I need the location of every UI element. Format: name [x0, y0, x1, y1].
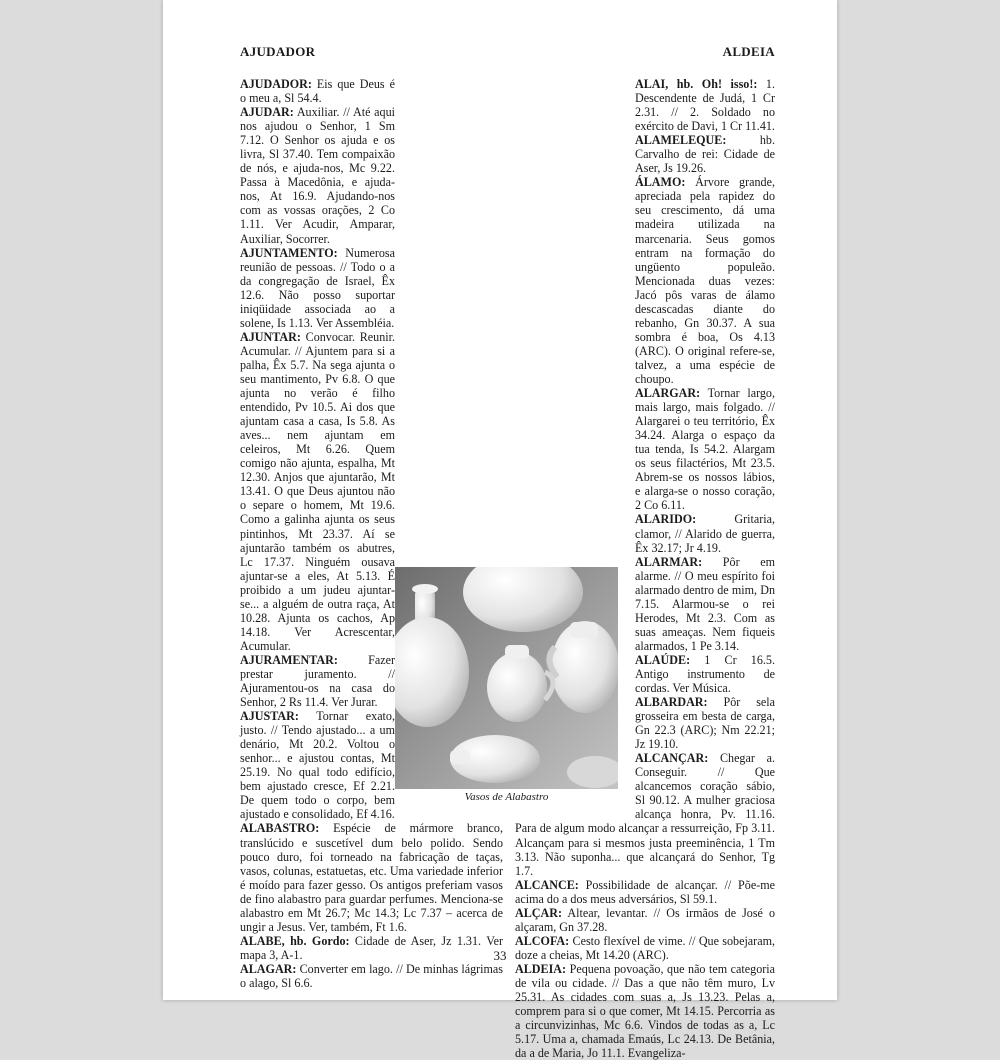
entry-definition: Altear, levantar. // Os irmãos de José o alçaram, Gn 37.28.: [515, 905, 775, 934]
entry-definition: Espécie de mármore branco, translúcido e suscetível dum belo polido. Sendo pouco duro, foi torneado na fabricação de taças, vasos, colunas, estatuetas, etc. Uma variedade inferior é moído para fazer gesso. Os antigos preferiam vasos de fino alabastro para guardar perfumes. Menciona-se alabastro em Mt 26.7; Mc 14.3; Lc 7.37 – acerca de ungir a Jesus. Ver, também, Ft 1.6.: [240, 821, 503, 934]
entry-definition: Fazer prestar juramento. // Ajuramentou-os na casa do Senhor, 2 Rs 11.4. Ver Jurar.: [240, 652, 395, 710]
entry-definition: Auxiliar. // Até aqui nos ajudou o Senhor, 1 Sm 7.12. O Senhor os ajuda e os livra, Sl 37.40. Tem compaixão de nós, e ajuda-nos, Mc 9.22. Passa à Macedônia, e ajuda-nos, At 16.9. Ajudando-nos com as vossas orações, 2 Co 1.11. Ver Acudir, Amparar, Auxiliar, Socorrer.: [240, 105, 395, 246]
entry-definition: Tornar exato, justo. // Tendo ajustado... a um denário, Mt 20.2. Voltou o senhor... e ajustou contas, Mt 25.19. No qual todo edifício, bem ajustado cresce, Ef 2.21. De quem todo o corpo, bem ajustado e consolidado, Ef 4.16.: [240, 709, 395, 822]
dictionary-entry: [515, 133, 775, 175]
dictionary-entry: [515, 878, 775, 906]
entry-definition: Numerosa reunião de pessoas. // Todo o a da congregação de Israel, Êx 12.6. Não posso suportar iniqüidade associada ao a solene, Is 1.13. Ver Assembléia.: [240, 245, 395, 330]
entry-definition: Pôr sela grosseira em besta de carga, Gn 22.3 (ARC); Nm 22.21; Jz 19.10.: [635, 695, 775, 752]
entry-headword: ALABE, hb. Gordo:: [240, 933, 350, 948]
dictionary-entry: [240, 821, 503, 933]
entry-headword: ALAMELEQUE:: [635, 133, 727, 148]
dictionary-entry: [240, 246, 503, 330]
dictionary-entry: [515, 512, 775, 554]
figure-wrap-spacer: [395, 567, 503, 807]
dictionary-entry: [240, 77, 503, 105]
entry-definition: Convocar. Reunir. Acumular. // Ajuntem para si a palha, Êx 5.7. Na sega ajunta o seu mantimento, Pv 6.8. O que ajunta no verão é filho entendido, Pv 10.5. Ai dos que ajuntam casa a casa, Is 5.8. As aves... nem ajuntam em celeiros, Mt 6.26. Quem comigo não ajunta, espalha, Mt 12.30. Anjos que ajuntarão, Mt 13.41. O que Deus ajuntou não o separe o homem, Mt 19.6. Como a galinha ajunta os seus pintinhos, Mt 23.37. Aí se ajuntarão também os abutres, Lc 17.37. Ninguém ousava ajuntar-se a eles, At 5.13. É proibido a um judeu ajuntar-se... a alguém de outra raça, At 10.28. Ajunta os cachos, Ap 14.18. Ver Acrescentar, Acumular.: [240, 329, 395, 653]
entry-headword: AJUDADOR:: [240, 77, 312, 91]
entry-definition: 1. Descendente de Judá, 1 Cr 2.31. // 2. Soldado no exército de Davi, 1 Cr 11.41.: [635, 77, 775, 134]
running-head-right: ALDEIA: [722, 44, 775, 59]
entry-definition: Converter em lago. // De minhas lágrimas o alago, Sl 6.6.: [240, 961, 503, 990]
entry-definition: Árvore grande, apreciada pela rapidez do seu crescimento, dá uma madeira utilizada na marcenaria. Seus gomos entram na formação do ungüento populeão. Mencionada duas vezes: Jacó pôs varas de álamo descascadas diante do rebanho, Gn 30.37. A sua sombra é boa, Os 4.13 (ARC). O original refere-se, talvez, a uma espécie de choupo.: [635, 175, 775, 386]
entry-headword: ALBARDAR:: [635, 695, 708, 710]
entry-headword: ALDEIA:: [515, 961, 567, 976]
entry-headword: ALÇAR:: [515, 905, 563, 920]
entry-headword: AJUSTAR:: [240, 709, 299, 724]
dictionary-entry: [515, 77, 775, 133]
entry-definition: Pequena povoação, que não tem categoria de vila ou cidade. // Das a que não têm muro, Lv 25.31. As cidades com suas a, Js 13.23. Pelas a, comprem para si o que comer, Mt 14.15. Percorria as a circunvizinhas, Mc 6.6. Vindos de todas as a, Lc 5.17. Uma a, chamada Emaús, Lc 24.13. De Betânia, da a de Maria, Jo 11.1. Evangeliza-: [515, 961, 775, 1060]
entry-definition: Cidade de Aser, Jz 1.31. Ver mapa 3, A-1.: [240, 933, 503, 962]
entry-headword: ALAGAR:: [240, 961, 297, 976]
dictionary-entry: [515, 962, 775, 1060]
entry-headword: ALCANÇAR:: [635, 751, 709, 766]
entry-definition: Gritaria, clamor, // Alarido de guerra, Êx 32.17; Jr 4.19.: [635, 512, 775, 555]
entry-headword: ALARGAR:: [635, 386, 701, 401]
dictionary-entry: [515, 906, 775, 934]
entry-headword: ÁLAMO:: [635, 175, 686, 190]
entry-definition: hb. Carvalho de rei: Cidade de Aser, Js 19.26.: [635, 133, 775, 176]
entry-headword: ALARMAR:: [635, 554, 703, 569]
entry-definition: Chegar a. Conseguir. // Que alcancemos coração sábio, Sl 90.12. A mulher graciosa alcança honra, Pv. 11.16. Para de algum modo alcançar a ressurreição, Fp 3.11. Alcançam para si mesmos justa preeminência, 1 Tm 3.13. Não suponha... que alcançará do Senhor, Tg 1.7.: [515, 751, 775, 878]
left-column: [240, 77, 503, 990]
entry-definition: Eis que Deus é o meu a, Sl 54.4.: [240, 77, 395, 106]
entry-definition: Tornar largo, mais largo, mais folgado. // Alargarei o teu território, Êx 34.24. Alarga o espaço da tua tenda, Is 54.2. Alargam os seus filactérios, Mt 23.5. Abrem-se os nossos lábios, e alarga-se o nosso coração, 2 Co 6.11.: [635, 386, 775, 513]
dictionary-entry: [240, 962, 503, 990]
dictionary-entry: [515, 175, 775, 386]
figure-wrap-spacer: [515, 567, 635, 812]
entry-definition: Cesto flexível de vime. // Que sobejaram, doze a cheias, Mt 14.20 (ARC).: [515, 933, 775, 962]
entry-headword: AJUNTAMENTO:: [240, 245, 338, 260]
dictionary-entry: [240, 105, 503, 245]
figure-caption: Vasos de Alabastro: [464, 791, 549, 803]
entry-headword: ALAÚDE:: [635, 652, 691, 667]
entry-definition: Possibilidade de alcançar. // Põe-me acima do a dos meus adversários, Sl 59.1.: [515, 877, 775, 906]
entry-headword: AJUNTAR:: [240, 329, 301, 344]
entry-headword: ALARIDO:: [635, 512, 697, 527]
entry-definition: 1 Cr 16.5. Antigo instrumento de cordas. Ver Música.: [635, 652, 775, 696]
entry-headword: ALCANCE:: [515, 877, 579, 892]
entry-definition: Pôr em alarme. // O meu espírito foi alarmado dentro de mim, Dn 7.15. Alarmou-se o rei Herodes, Mt 2.3. Com as suas ameaças. Nem fiqueis alarmados, 1 Pe 3.14.: [635, 554, 775, 653]
running-head-left: AJUDADOR: [240, 44, 316, 59]
right-column: [515, 77, 775, 1060]
entry-headword: AJURAMENTAR:: [240, 652, 338, 667]
dictionary-entry: [515, 386, 775, 512]
dictionary-page: [163, 0, 837, 1060]
entry-headword: AJUDAR:: [240, 105, 294, 120]
page-number: 33: [493, 948, 507, 963]
entry-headword: ALCOFA:: [515, 933, 570, 948]
entry-headword: ALABASTRO:: [240, 821, 320, 836]
entry-headword: ALAI, hb. Oh! isso!:: [635, 77, 758, 91]
